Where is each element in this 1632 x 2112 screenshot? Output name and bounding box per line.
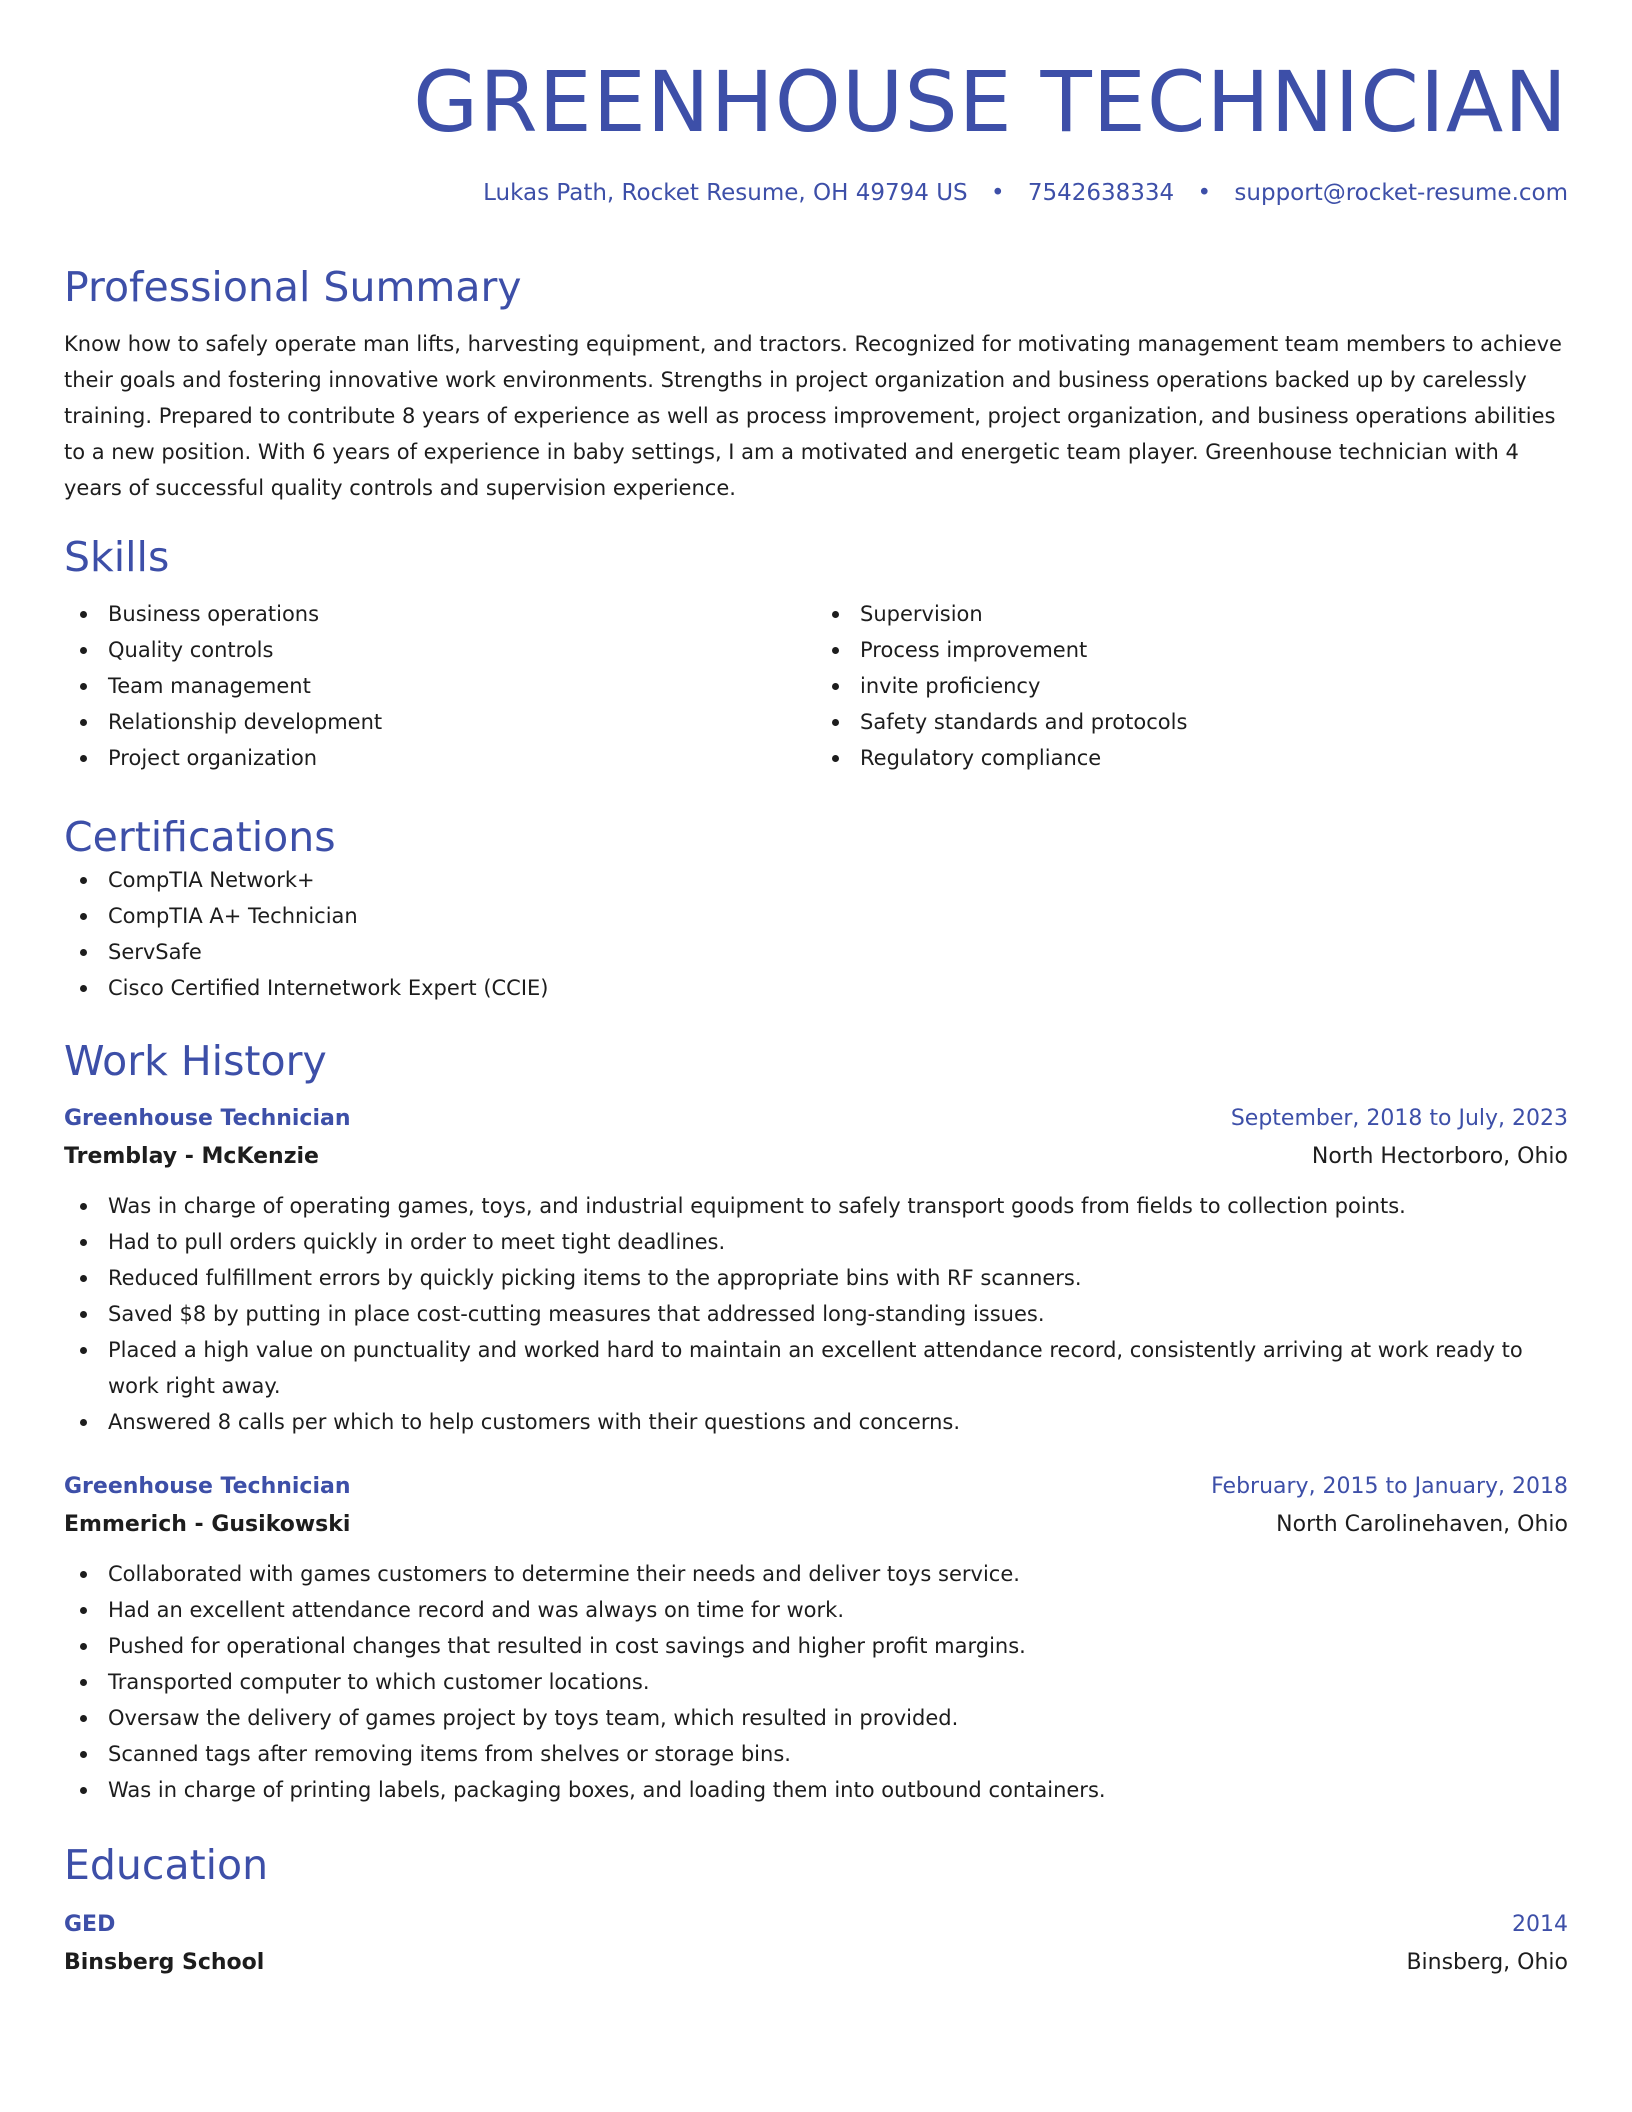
education-degree-row [64,1906,1568,1944]
work-history-section [64,1036,1568,1808]
contact-line [64,178,1568,208]
contact-phone: 7542638334 [1027,180,1175,206]
education-section [64,1840,1568,1982]
skills-column-left [64,596,816,776]
job-company-row [64,1506,1568,1544]
education-entry [64,1906,1568,1982]
job-title: Greenhouse Technician [64,1474,351,1499]
skills-grid [64,596,1568,776]
skill-item: Supervision [816,596,1568,632]
certification-item: Cisco Certified Internetwork Expert (CCIE) [64,970,1568,1006]
certification-item: CompTIA Network+ [64,862,1568,898]
job-bullet: Saved $8 by putting in place cost-cutting measures that addressed long-standing issues. [64,1296,1568,1332]
skill-item: Safety standards and protocols [816,704,1568,740]
job-bullet: Was in charge of printing labels, packaging boxes, and loading them into outbound containers. [64,1772,1568,1808]
certifications-heading: Certifications [64,813,336,861]
education-location: Binsberg, Ohio [1406,1950,1568,1975]
job-location: North Hectorboro, Ohio [1311,1144,1568,1169]
job-company: Tremblay - McKenzie [64,1144,319,1169]
skill-item: Process improvement [816,632,1568,668]
summary-heading: Professional Summary [64,263,522,311]
contact-separator: • [990,180,1005,206]
summary-section [64,262,1568,506]
education-school: Binsberg School [64,1950,265,1975]
job-bullet: Collaborated with games customers to determine their needs and deliver toys service. [64,1556,1568,1592]
skill-item: Relationship development [64,704,816,740]
job-company: Emmerich - Gusikowski [64,1512,351,1537]
job-bullets [64,1188,1568,1440]
certification-item: CompTIA A+ Technician [64,898,1568,934]
job-dates: September, 2018 to July, 2023 [1230,1106,1568,1131]
job-title-row [64,1468,1568,1506]
contact-address: Lukas Path, Rocket Resume, OH 49794 US [483,180,968,206]
job-entry [64,1100,1568,1440]
job-bullet: Oversaw the delivery of games project by toys team, which resulted in provided. [64,1700,1568,1736]
work-history-heading: Work History [64,1037,327,1085]
job-title-row [64,1100,1568,1138]
job-bullet: Had an excellent attendance record and was always on time for work. [64,1592,1568,1628]
job-bullet: Was in charge of operating games, toys, and industrial equipment to safely transport goods from fields to collection points. [64,1188,1568,1224]
contact-email: support@rocket-resume.com [1234,180,1568,206]
job-bullet: Answered 8 calls per which to help customers with their questions and concerns. [64,1404,1568,1440]
job-bullets [64,1556,1568,1808]
skills-heading: Skills [64,533,170,581]
education-school-row [64,1944,1568,1982]
job-bullet: Had to pull orders quickly in order to meet tight deadlines. [64,1224,1568,1260]
education-heading: Education [64,1841,269,1889]
job-bullet: Pushed for operational changes that resulted in cost savings and higher profit margins. [64,1628,1568,1664]
skill-item: Project organization [64,740,816,776]
job-title: Greenhouse Technician [64,1106,351,1131]
certification-item: ServSafe [64,934,1568,970]
job-company-row [64,1138,1568,1176]
skills-section [64,532,1568,776]
skill-item: Regulatory compliance [816,740,1568,776]
skill-item: Business operations [64,596,816,632]
resume-header [64,0,1568,208]
education-year: 2014 [1512,1912,1568,1937]
certifications-section [64,812,1568,1006]
job-bullet: Placed a high value on punctuality and worked hard to maintain an excellent attendance record, consistently arriving at work ready to work right away. [64,1332,1568,1404]
certifications-list [64,862,1568,1006]
job-dates: February, 2015 to January, 2018 [1211,1474,1568,1499]
skill-item: Quality controls [64,632,816,668]
job-bullet: Reduced fulfillment errors by quickly picking items to the appropriate bins with RF scanners. [64,1260,1568,1296]
skill-item: invite proficiency [816,668,1568,704]
skills-column-right [816,596,1568,776]
summary-text: Know how to safely operate man lifts, harvesting equipment, and tractors. Recognized for motivating management team members to achieve their goals and fostering innovative work environments. Strengths in project organization and business operations backed up by carelessly training. Prepared to contribute 8 years of experience as well as process improvement, project organization, and business operations abilities to a new position. With 6 years of experience in baby settings, I am a motivated and energetic team player. Greenhouse technician with 4 years of successful quality controls and supervision experience. [64,332,1562,500]
education-degree: GED [64,1912,116,1937]
job-location: North Carolinehaven, Ohio [1276,1512,1568,1537]
job-bullet: Scanned tags after removing items from shelves or storage bins. [64,1736,1568,1772]
skill-item: Team management [64,668,816,704]
contact-separator: • [1197,180,1212,206]
job-entry [64,1468,1568,1808]
job-bullet: Transported computer to which customer locations. [64,1664,1568,1700]
candidate-title: GREENHOUSE TECHNICIAN [413,53,1568,151]
